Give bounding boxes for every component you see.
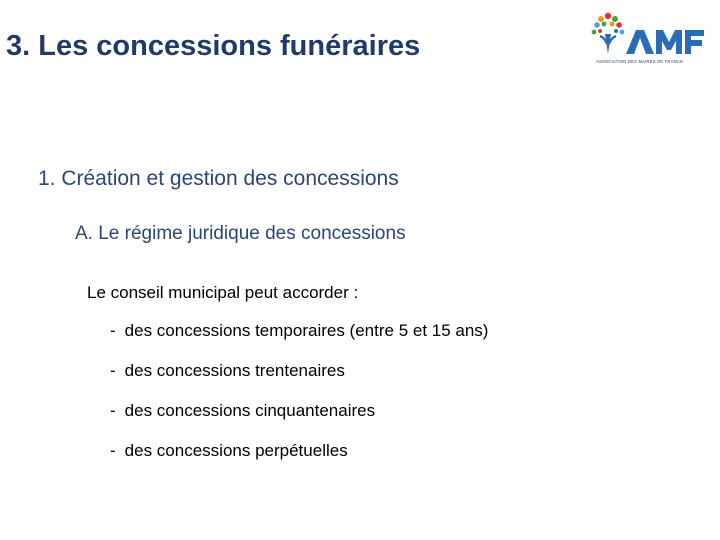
bullet-dash: -: [110, 441, 116, 460]
slide-title: 3. Les concessions funéraires: [6, 30, 421, 62]
concession-list: [110, 321, 488, 481]
intro-text: Le conseil municipal peut accorder :: [87, 283, 359, 302]
list-item-text: des concessions temporaires (entre 5 et 15 ans): [124, 321, 489, 340]
list-item-text: des concessions trentenaires: [124, 361, 345, 380]
list-item: [110, 441, 488, 481]
section-heading: 1. Création et gestion des concessions: [38, 167, 399, 190]
logo-tree-icon: [592, 13, 625, 54]
list-item: [110, 321, 488, 361]
list-item: [110, 401, 488, 441]
list-item-text: des concessions cinquantenaires: [124, 401, 376, 420]
list-item: [110, 361, 488, 401]
logo-caption: ASSOCIATION DES MAIRES DE FRANCE: [596, 59, 684, 64]
bullet-dash: -: [110, 361, 116, 380]
bullet-dash: -: [110, 401, 116, 420]
logo-wordmark: [626, 30, 704, 54]
list-item-text: des concessions perpétuelles: [124, 441, 348, 460]
bullet-dash: -: [110, 321, 116, 340]
section-subheading: A. Le régime juridique des concessions: [75, 223, 406, 244]
amf-logo: [588, 10, 710, 78]
